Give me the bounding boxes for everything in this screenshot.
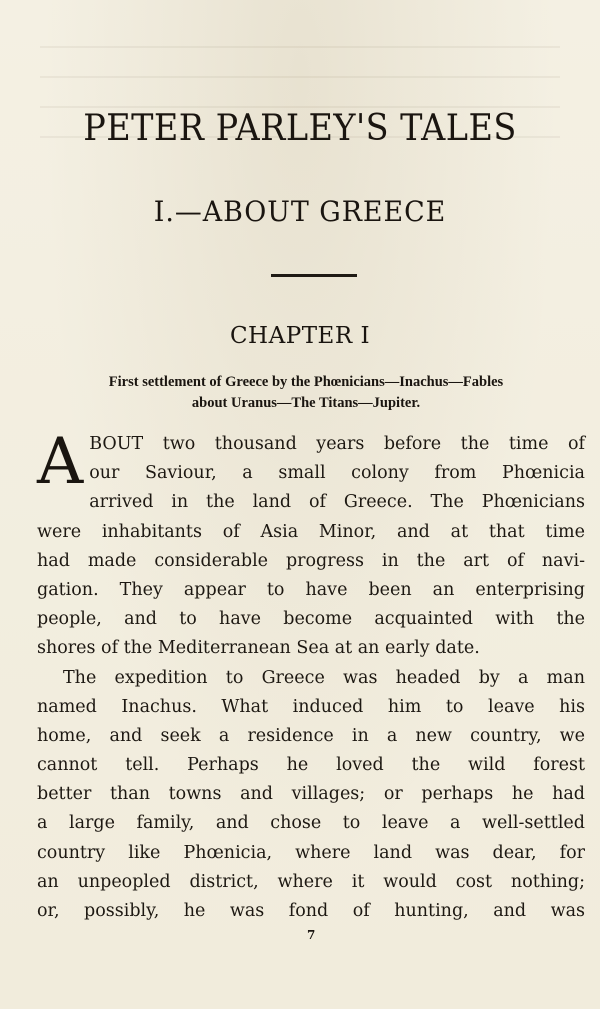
summary-line: about Uranus—The Titans—Jupiter. [191,395,421,411]
text-line: a large family, and chose to leave a well-settled [37,813,585,834]
section-title: I.—ABOUT GREECE [153,195,447,228]
text-line: or, possibly, he was fond of hunting, and was [37,901,585,921]
chapter-heading: CHAPTER I [229,323,371,349]
text-line: home, and seek a residence in a new country, we [37,725,585,746]
chapter-summary [44,372,568,414]
text-line: The expedition to Greece was headed by a man [63,667,585,688]
text-line: an unpeopled district, where it would cost nothing; [37,871,585,892]
text-line: better than towns and villages; or perhaps he had [37,784,585,805]
text-line: country like Phœnicia, where land was dear, for [37,842,585,863]
text-line: named Inachus. What induced him to leave his [37,696,585,717]
text-line: cannot tell. Perhaps he loved the wild forest [37,755,585,776]
title-divider-rule [271,274,357,277]
text-line: BOUT two thousand years before the time of [89,434,585,454]
body-text [37,425,585,926]
text-line: people, and to have become acquainted with the [37,609,585,630]
signature-mark: 7 [307,928,316,942]
text-line: our Saviour, a small colony from Phœnicia [89,463,585,484]
text-line: gation. They appear to have been an enterprising [37,579,585,600]
text-line: were inhabitants of Asia Minor, and at that time [37,521,585,542]
show-through-bleed [40,18,560,188]
text-line: arrived in the land of Greece. The Phœnicians [89,492,585,513]
summary-line: First settlement of Greece by the Phœnicians—Inachus—Fables [108,374,504,390]
drop-cap: A [37,425,84,499]
text-line: shores of the Mediterranean Sea at an early date. [37,638,480,659]
book-title: PETER PARLEY'S TALES [83,108,517,149]
text-line: had made considerable progress in the art of navi- [37,550,585,571]
